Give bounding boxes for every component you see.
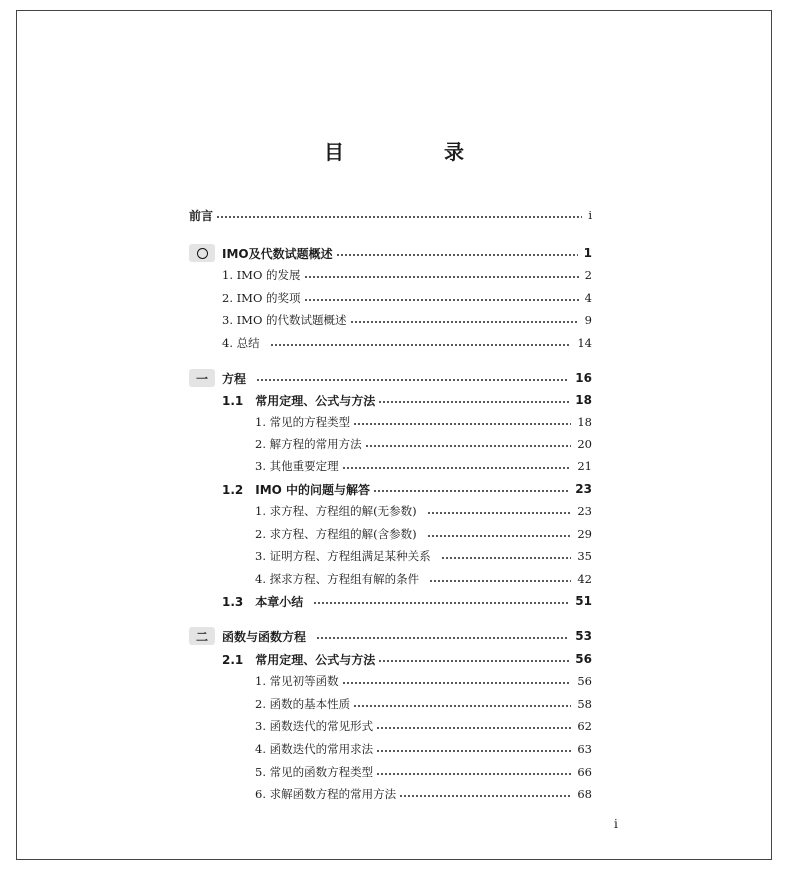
toc-page: 1 (583, 246, 592, 260)
toc-label: 3. 证明方程、方程组满足某种关系 (255, 549, 431, 563)
toc-page: 18 (577, 415, 592, 429)
toc-section[interactable] (189, 390, 592, 410)
leader-dots (304, 276, 579, 278)
toc-item[interactable] (189, 310, 592, 330)
chapter-marker (189, 244, 215, 262)
toc-label: 5. 常见的函数方程类型 (255, 765, 374, 779)
toc-page: 18 (575, 393, 592, 407)
leader-dots (427, 512, 572, 514)
toc-page: 35 (577, 549, 592, 563)
toc-page: 23 (577, 504, 592, 518)
page-number: i (614, 817, 618, 831)
toc-item[interactable] (189, 546, 592, 566)
toc-label: 2. 求方程、方程组的解(含参数) (255, 527, 417, 541)
toc-item[interactable] (189, 694, 592, 714)
leader-dots (316, 637, 569, 639)
leader-dots (376, 727, 571, 729)
toc-page: 51 (575, 594, 592, 608)
toc-label: 4. 函数迭代的常用求法 (255, 742, 374, 756)
toc-page: 16 (575, 371, 592, 385)
toc-item[interactable] (189, 716, 592, 736)
toc-item[interactable] (189, 333, 592, 353)
page-title: 目 录 (324, 140, 504, 164)
toc-label: 3. IMO 的代数试题概述 (222, 313, 347, 327)
leader-dots (376, 773, 571, 775)
toc-label: 1.3 本章小结 (222, 594, 304, 609)
toc-page: 42 (577, 572, 592, 586)
toc-label: 1.2 IMO 中的问题与解答 (222, 482, 371, 497)
leader-dots (342, 682, 572, 684)
leader-dots (256, 379, 569, 381)
leader-dots (350, 321, 579, 323)
toc-label: 2. IMO 的奖项 (222, 291, 301, 305)
toc-item[interactable] (189, 265, 592, 285)
leader-dots (353, 705, 571, 707)
toc-label: 2. 函数的基本性质 (255, 697, 351, 711)
leader-dots (427, 535, 572, 537)
toc-page: 9 (584, 313, 592, 327)
toc-item[interactable] (189, 739, 592, 759)
toc-page: 2 (584, 268, 592, 282)
leader-dots (373, 490, 569, 492)
toc-page: 14 (577, 336, 592, 350)
toc-item[interactable] (189, 671, 592, 691)
toc-label: 1. IMO 的发展 (222, 268, 301, 282)
toc-chapter[interactable] (189, 626, 592, 646)
toc-item[interactable] (189, 762, 592, 782)
chapter-marker: 二 (189, 627, 215, 645)
circle-icon (197, 248, 208, 259)
toc-label: 前言 (189, 208, 214, 223)
leader-dots (399, 795, 571, 797)
toc-chapter[interactable] (189, 368, 592, 388)
toc-label: 1. 常见的方程类型 (255, 415, 351, 429)
toc-label: 6. 求解函数方程的常用方法 (255, 787, 397, 801)
toc-item[interactable] (189, 524, 592, 544)
toc-page: 66 (577, 765, 592, 779)
book-page (16, 10, 772, 860)
toc-label: 4. 探求方程、方程组有解的条件 (255, 572, 420, 586)
toc-item[interactable] (189, 434, 592, 454)
toc-label: 3. 函数迭代的常见形式 (255, 719, 374, 733)
toc-label: 1.1 常用定理、公式与方法 (222, 393, 376, 408)
leader-dots (429, 580, 571, 582)
leader-dots (313, 602, 569, 604)
toc-item[interactable] (189, 412, 592, 432)
toc-page: 29 (577, 527, 592, 541)
leader-dots (378, 401, 569, 403)
toc-label: 方程 (222, 371, 247, 386)
leader-dots (376, 750, 571, 752)
leader-dots (216, 216, 582, 218)
toc-page: 4 (584, 291, 592, 305)
toc-page: 63 (577, 742, 592, 756)
leader-dots (353, 423, 571, 425)
toc-item[interactable] (189, 784, 592, 804)
toc-label: 2. 解方程的常用方法 (255, 437, 362, 451)
toc-item[interactable] (189, 288, 592, 308)
toc-label: 4. 总结 (222, 336, 260, 350)
toc-page: 53 (575, 629, 592, 643)
toc-section[interactable] (189, 649, 592, 669)
toc-page: 23 (575, 482, 592, 496)
toc-page: 68 (577, 787, 592, 801)
leader-dots (378, 660, 569, 662)
chapter-marker: 一 (189, 369, 215, 387)
toc-item[interactable] (189, 501, 592, 521)
leader-dots (336, 254, 578, 256)
toc-page: 56 (577, 674, 592, 688)
toc-page: i (588, 208, 592, 222)
leader-dots (270, 344, 572, 346)
toc-label: 2.1 常用定理、公式与方法 (222, 652, 376, 667)
toc-label: 3. 其他重要定理 (255, 459, 339, 473)
toc-page: 20 (577, 437, 592, 451)
toc-page: 58 (577, 697, 592, 711)
toc-label: 1. 常见初等函数 (255, 674, 339, 688)
toc-section[interactable] (189, 479, 592, 499)
toc-item[interactable] (189, 569, 592, 589)
toc-label: 1. 求方程、方程组的解(无参数) (255, 504, 417, 518)
toc-page: 62 (577, 719, 592, 733)
toc-chapter[interactable] (189, 243, 592, 263)
toc-label: IMO及代数试题概述 (222, 246, 333, 261)
leader-dots (342, 467, 572, 469)
toc-item[interactable] (189, 456, 592, 476)
leader-dots (441, 557, 572, 559)
toc-page: 21 (577, 459, 592, 473)
toc-label: 函数与函数方程 (222, 629, 307, 644)
leader-dots (304, 299, 579, 301)
toc-page: 56 (575, 652, 592, 666)
toc-section[interactable] (189, 591, 592, 611)
toc-preface[interactable] (189, 205, 592, 225)
leader-dots (365, 445, 572, 447)
